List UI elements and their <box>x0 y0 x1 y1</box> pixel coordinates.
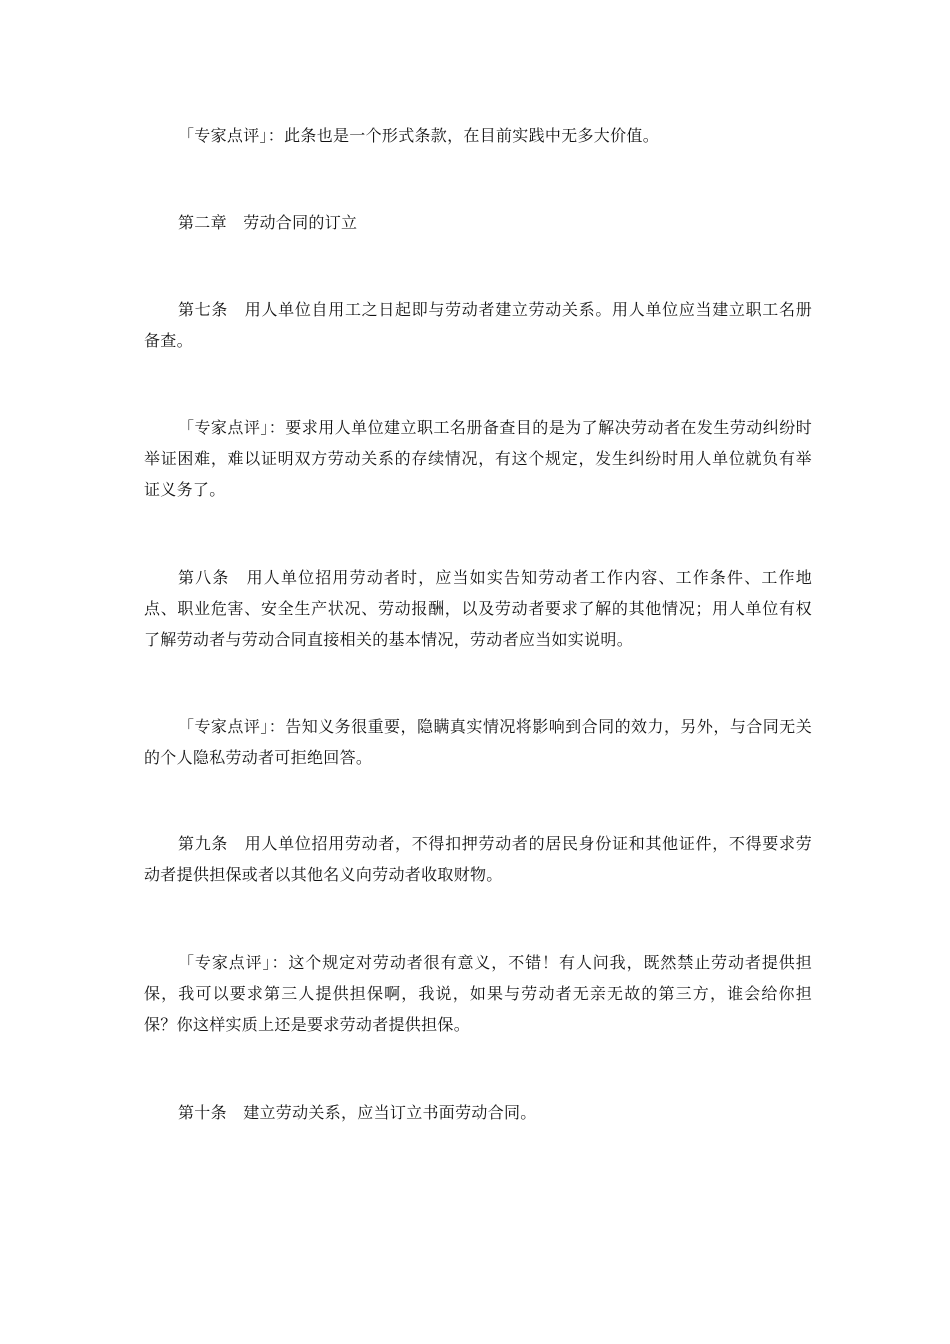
expert-comment-paragraph: 「专家点评」：告知义务很重要，隐瞒真实情况将影响到合同的效力，另外，与合同无关的个人隐私劳动者可拒绝回答。 <box>144 717 812 767</box>
article-9-paragraph: 第九条 用人单位招用劳动者，不得扣押劳动者的居民身份证和其他证件，不得要求劳动者提供担保或者以其他名义向劳动者收取财物。 <box>144 834 812 884</box>
expert-comment-paragraph: 「专家点评」：此条也是一个形式条款，在目前实践中无多大价值。 <box>178 126 660 145</box>
article-8-paragraph: 第八条 用人单位招用劳动者时，应当如实告知劳动者工作内容、工作条件、工作地点、职业危害、安全生产状况、劳动报酬，以及劳动者要求了解的其他情况；用人单位有权了解劳动者与劳动合同直接相关的基本情况，劳动者应当如实说明。 <box>144 568 812 649</box>
expert-comment-paragraph: 「专家点评」：要求用人单位建立职工名册备查目的是为了解决劳动者在发生劳动纠纷时举证困难，难以证明双方劳动关系的存续情况，有这个规定，发生纠纷时用人单位就负有举证义务了。 <box>144 418 812 499</box>
article-10-paragraph: 第十条 建立劳动关系，应当订立书面劳动合同。 <box>178 1103 537 1122</box>
chapter-heading: 第二章 劳动合同的订立 <box>178 213 358 232</box>
article-7-paragraph: 第七条 用人单位自用工之日起即与劳动者建立劳动关系。用人单位应当建立职工名册备查。 <box>144 300 812 350</box>
expert-comment-paragraph: 「专家点评」：这个规定对劳动者很有意义，不错！有人问我，既然禁止劳动者提供担保，我可以要求第三人提供担保啊，我说，如果与劳动者无亲无故的第三方，谁会给你担保？你这样实质上还是要求劳动者提供担保。 <box>144 953 812 1034</box>
